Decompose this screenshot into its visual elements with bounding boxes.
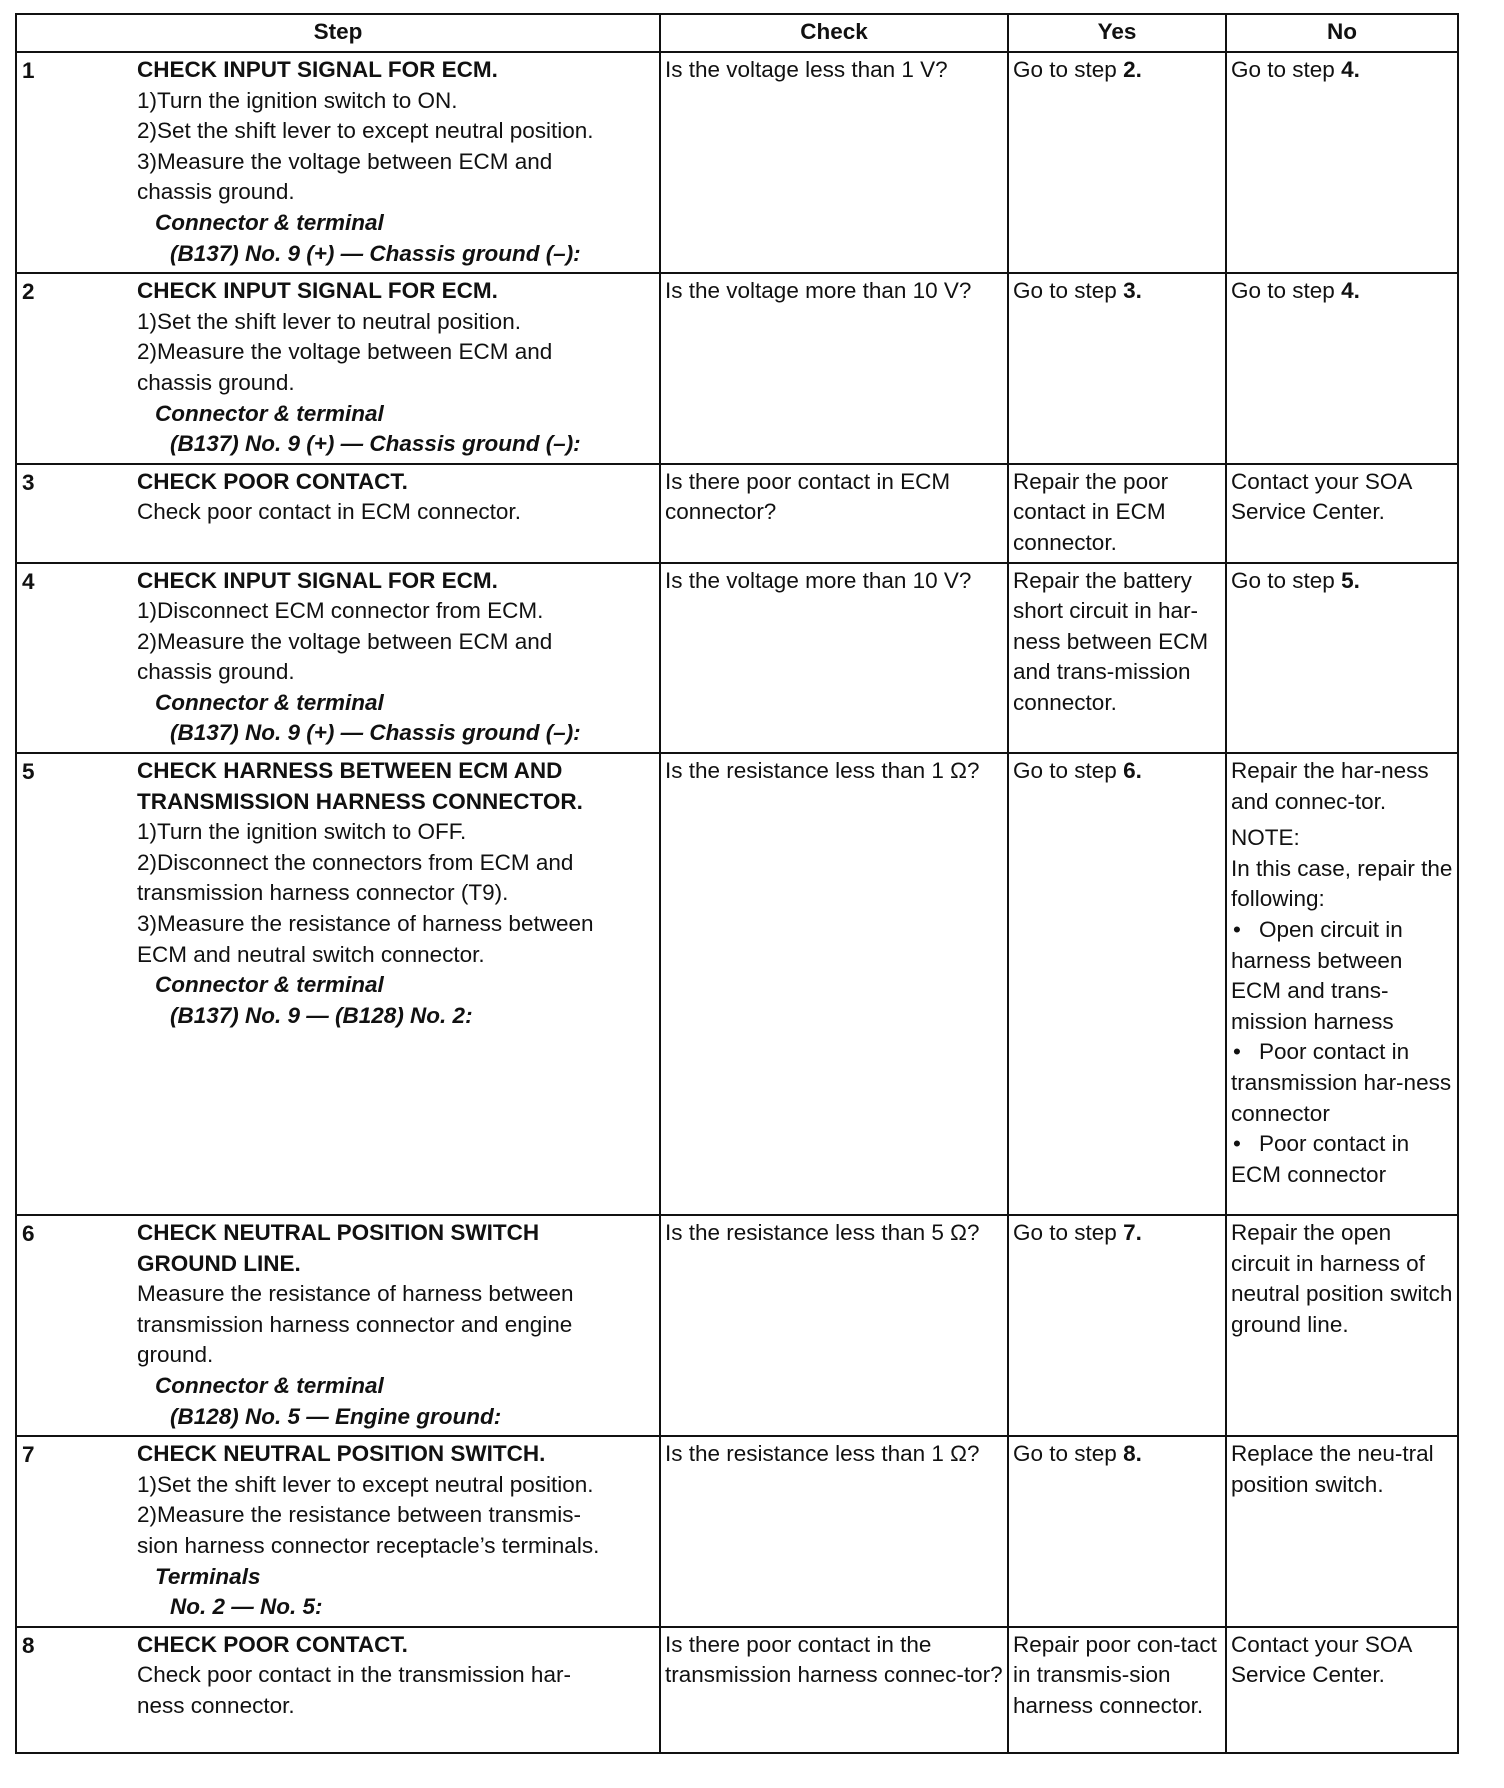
no-cell: Contact your SOA Service Center. bbox=[1226, 1627, 1458, 1753]
step-cell bbox=[16, 273, 660, 464]
yes-cell: Repair poor con-tact in transmis-sion harness connector. bbox=[1008, 1627, 1226, 1753]
table-row bbox=[16, 1436, 1458, 1627]
step-instruction: 1)Set the shift lever to except neutral position. bbox=[137, 1471, 594, 1497]
step-title: CHECK NEUTRAL POSITION SWITCH bbox=[137, 1220, 540, 1246]
note-text: In this case, repair the following: bbox=[1231, 855, 1453, 912]
connector-heading: Connector & terminal bbox=[155, 972, 384, 998]
step-instruction: 2)Set the shift lever to except neutral position. bbox=[137, 118, 594, 144]
yes-text: Go to step bbox=[1013, 758, 1124, 784]
bullet-icon: • bbox=[1233, 917, 1241, 943]
yes-cell bbox=[1008, 1436, 1226, 1627]
step-instruction: 1)Turn the ignition switch to OFF. bbox=[137, 819, 467, 845]
step-instruction: ECM and neutral switch connector. bbox=[137, 941, 485, 967]
terminals-heading: Terminals bbox=[155, 1563, 261, 1589]
connector-heading: Connector & terminal bbox=[155, 1373, 384, 1399]
yes-cell bbox=[1008, 753, 1226, 1215]
yes-step-ref: 6. bbox=[1123, 758, 1142, 784]
header-step: Step bbox=[16, 14, 660, 52]
no-cell: Replace the neu-tral position switch. bbox=[1226, 1436, 1458, 1627]
terminals-spec: No. 2 — No. 5: bbox=[170, 1594, 323, 1620]
table-row bbox=[16, 563, 1458, 754]
step-number: 6 bbox=[22, 1221, 35, 1247]
yes-cell bbox=[1008, 273, 1226, 464]
connector-spec: (B128) No. 5 — Engine ground: bbox=[170, 1403, 502, 1429]
check-cell: Is the voltage less than 1 V? bbox=[660, 52, 1008, 273]
step-instruction: Check poor contact in ECM connector. bbox=[137, 499, 521, 525]
step-title: CHECK INPUT SIGNAL FOR ECM. bbox=[137, 278, 498, 304]
no-cell bbox=[1226, 52, 1458, 273]
yes-step-ref: 7. bbox=[1123, 1220, 1142, 1246]
step-instruction: 2)Disconnect the connectors from ECM and bbox=[137, 849, 574, 875]
check-cell: Is the voltage more than 10 V? bbox=[660, 563, 1008, 754]
step-instruction: Check poor contact in the transmission har- bbox=[137, 1662, 571, 1688]
no-cell bbox=[1226, 563, 1458, 754]
step-number: 3 bbox=[22, 469, 35, 495]
yes-text: Go to step bbox=[1013, 57, 1124, 82]
table-row bbox=[16, 52, 1458, 273]
table-row bbox=[16, 273, 1458, 464]
step-instruction: transmission harness connector and engine bbox=[137, 1311, 573, 1337]
step-instruction: 1)Disconnect ECM connector from ECM. bbox=[137, 598, 544, 624]
note-bullet: • Poor contact in ECM connector bbox=[1231, 1131, 1410, 1187]
step-instruction: 2)Measure the voltage between ECM and bbox=[137, 339, 553, 365]
check-cell: Is there poor contact in the transmission harness connec-tor? bbox=[660, 1627, 1008, 1753]
step-instruction: ness connector. bbox=[137, 1692, 295, 1718]
step-instruction: chassis ground. bbox=[137, 179, 295, 205]
no-step-ref: 5. bbox=[1341, 567, 1360, 593]
step-number: 7 bbox=[22, 1442, 35, 1468]
bullet-icon: • bbox=[1233, 1131, 1241, 1157]
step-cell bbox=[16, 52, 660, 273]
yes-cell: Repair the poor contact in ECM connector. bbox=[1008, 464, 1226, 563]
step-title: CHECK POOR CONTACT. bbox=[137, 468, 408, 494]
no-text: Go to step bbox=[1231, 278, 1342, 304]
step-title: CHECK HARNESS BETWEEN ECM AND bbox=[137, 758, 563, 784]
step-number: 1 bbox=[22, 58, 35, 83]
step-instruction: 1)Turn the ignition switch to ON. bbox=[137, 87, 458, 113]
step-number: 5 bbox=[22, 759, 35, 785]
bullet-icon: • bbox=[1233, 1039, 1241, 1065]
yes-step-ref: 3. bbox=[1123, 278, 1142, 304]
step-number: 2 bbox=[22, 279, 35, 305]
check-cell: Is there poor contact in ECM connector? bbox=[660, 464, 1008, 563]
no-cell: Contact your SOA Service Center. bbox=[1226, 464, 1458, 563]
connector-spec: (B137) No. 9 — (B128) No. 2: bbox=[170, 1002, 473, 1028]
no-cell bbox=[1226, 753, 1458, 1215]
connector-spec: (B137) No. 9 (+) — Chassis ground (–): bbox=[170, 720, 581, 746]
yes-text: Go to step bbox=[1013, 278, 1124, 304]
step-number: 4 bbox=[22, 568, 35, 594]
connector-spec: (B137) No. 9 (+) — Chassis ground (–): bbox=[170, 431, 581, 457]
connector-heading: Connector & terminal bbox=[155, 209, 384, 235]
check-cell: Is the voltage more than 10 V? bbox=[660, 273, 1008, 464]
check-cell: Is the resistance less than 1 Ω? bbox=[660, 753, 1008, 1215]
table-row bbox=[16, 1627, 1458, 1753]
step-instruction: transmission harness connector (T9). bbox=[137, 880, 509, 906]
connector-spec: (B137) No. 9 (+) — Chassis ground (–): bbox=[170, 240, 581, 266]
step-instruction: chassis ground. bbox=[137, 369, 295, 395]
step-title: TRANSMISSION HARNESS CONNECTOR. bbox=[137, 788, 583, 814]
table-header-row bbox=[16, 14, 1458, 52]
step-cell bbox=[16, 1215, 660, 1436]
header-yes: Yes bbox=[1008, 14, 1226, 52]
step-cell bbox=[16, 753, 660, 1215]
step-title: CHECK POOR CONTACT. bbox=[137, 1631, 408, 1657]
diagnostic-procedure-table bbox=[15, 13, 1459, 1754]
yes-step-ref: 2. bbox=[1123, 57, 1142, 82]
no-cell: Repair the open circuit in harness of neutral position switch ground line. bbox=[1226, 1215, 1458, 1436]
yes-cell: Repair the battery short circuit in har-ness between ECM and trans-mission connector. bbox=[1008, 563, 1226, 754]
no-cell bbox=[1226, 273, 1458, 464]
header-check: Check bbox=[660, 14, 1008, 52]
step-cell bbox=[16, 1627, 660, 1753]
step-title: GROUND LINE. bbox=[137, 1250, 301, 1276]
no-text: Go to step bbox=[1231, 567, 1342, 593]
step-instruction: 2)Measure the voltage between ECM and bbox=[137, 628, 553, 654]
no-step-ref: 4. bbox=[1341, 278, 1360, 304]
step-number: 8 bbox=[22, 1632, 35, 1658]
step-cell bbox=[16, 1436, 660, 1627]
check-cell: Is the resistance less than 1 Ω? bbox=[660, 1436, 1008, 1627]
table-row bbox=[16, 464, 1458, 563]
step-instruction: Measure the resistance of harness between bbox=[137, 1281, 574, 1307]
step-instruction: 1)Set the shift lever to neutral position. bbox=[137, 308, 521, 334]
note-bullet: • Open circuit in harness between ECM and trans-mission harness bbox=[1231, 917, 1403, 1034]
no-action: Repair the har-ness and connec-tor. bbox=[1231, 758, 1429, 814]
yes-cell bbox=[1008, 52, 1226, 273]
connector-heading: Connector & terminal bbox=[155, 400, 384, 426]
step-instruction: 2)Measure the resistance between transmis- bbox=[137, 1502, 581, 1528]
step-instruction: chassis ground. bbox=[137, 659, 295, 685]
yes-text: Go to step bbox=[1013, 1220, 1124, 1246]
step-title: CHECK INPUT SIGNAL FOR ECM. bbox=[137, 567, 498, 593]
step-instruction: ground. bbox=[137, 1342, 214, 1368]
no-step-ref: 4. bbox=[1341, 57, 1360, 82]
step-instruction: 3)Measure the voltage between ECM and bbox=[137, 148, 553, 174]
check-cell: Is the resistance less than 5 Ω? bbox=[660, 1215, 1008, 1436]
note-bullet: • Poor contact in transmission har-ness connector bbox=[1231, 1039, 1452, 1126]
no-text: Go to step bbox=[1231, 57, 1342, 82]
yes-text: Go to step bbox=[1013, 1441, 1124, 1467]
table-row bbox=[16, 753, 1458, 1215]
step-title: CHECK NEUTRAL POSITION SWITCH. bbox=[137, 1441, 546, 1467]
step-instruction: 3)Measure the resistance of harness between bbox=[137, 911, 594, 937]
step-cell bbox=[16, 464, 660, 563]
header-no: No bbox=[1226, 14, 1458, 52]
yes-step-ref: 8. bbox=[1123, 1441, 1142, 1467]
step-title: CHECK INPUT SIGNAL FOR ECM. bbox=[137, 57, 498, 82]
step-cell bbox=[16, 563, 660, 754]
step-instruction: sion harness connector receptacle’s terminals. bbox=[137, 1533, 600, 1558]
connector-heading: Connector & terminal bbox=[155, 689, 384, 715]
note-label: NOTE: bbox=[1231, 825, 1300, 851]
table-row bbox=[16, 1215, 1458, 1436]
yes-cell bbox=[1008, 1215, 1226, 1436]
